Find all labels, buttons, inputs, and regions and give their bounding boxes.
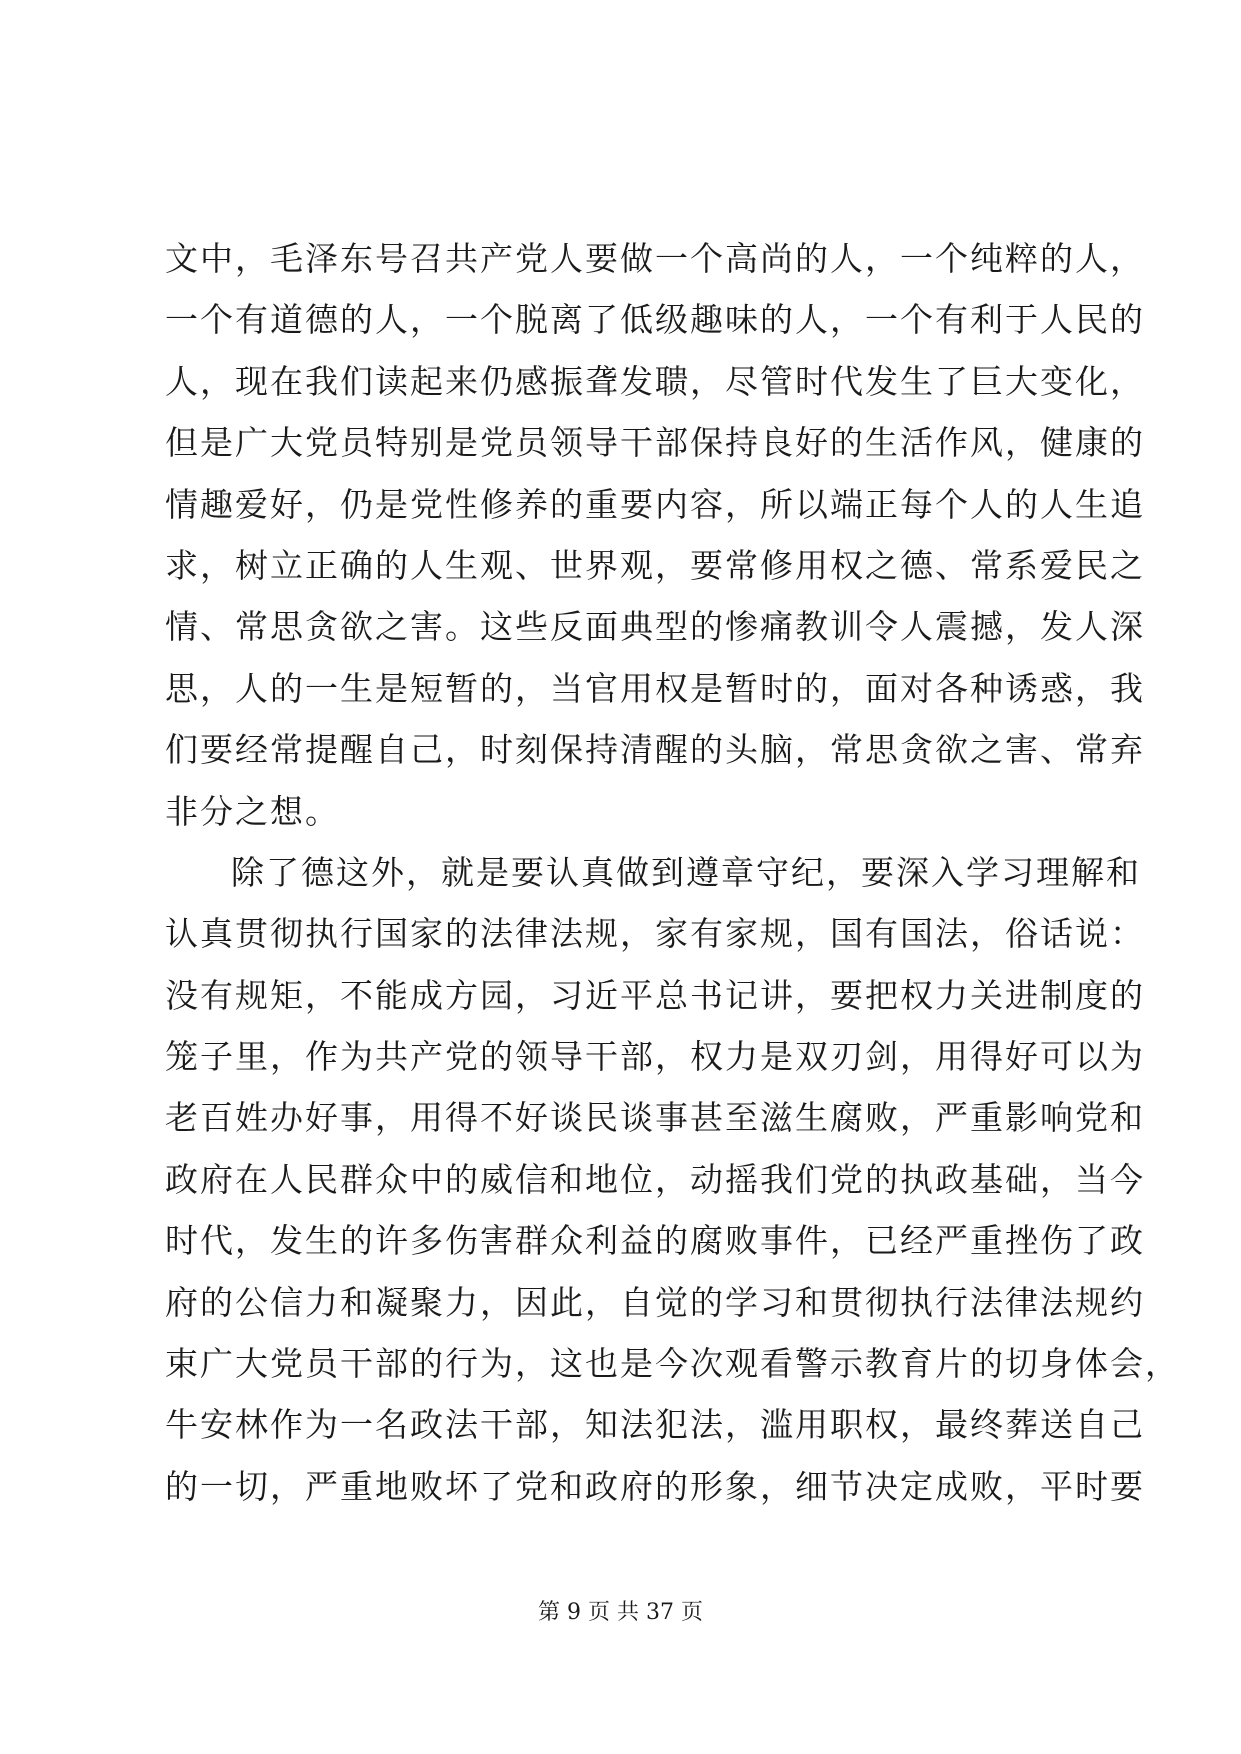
text-line: 笼子里，作为共产党的领导干部，权力是双刃剑，用得好可以为 — [165, 1037, 1145, 1077]
text-line: 文中，毛泽东号召共产党人要做一个高尚的人，一个纯粹的人， — [165, 239, 1145, 278]
text-line: 非分之想。 — [165, 791, 340, 831]
text-line: 政府在人民群众中的威信和地位，动摇我们党的执政基础，当今 — [165, 1159, 1145, 1199]
text-line: 牛安林作为一名政法干部，知法犯法，滥用职权，最终葬送自己 — [165, 1405, 1145, 1445]
text-line: 的一切，严重地败坏了党和政府的形象，细节决定成败，平时要 — [165, 1466, 1145, 1506]
text-line: 一个有道德的人，一个脱离了低级趣味的人，一个有利于人民的 — [165, 300, 1145, 340]
text-line: 情、常思贪欲之害。这些反面典型的惨痛教训令人震撼，发人深 — [165, 607, 1145, 647]
text-line: 束广大党员干部的行为，这也是今次观看警示教育片的切身体会， — [165, 1344, 1180, 1384]
text-line: 认真贯彻执行国家的法律法规，家有家规，国有国法，俗话说： — [165, 914, 1145, 954]
paragraph-first-line: 除了德这外，就是要认真做到遵章守纪，要深入学习理解和 — [231, 852, 1141, 892]
text-line: 情趣爱好，仍是党性修养的重要内容，所以端正每个人的人生追 — [165, 484, 1145, 524]
body-text — [165, 228, 1180, 1517]
text-line: 府的公信力和凝聚力，因此，自觉的学习和贯彻执行法律法规约 — [165, 1282, 1145, 1322]
text-line: 人，现在我们读起来仍感振聋发聩，尽管时代发生了巨大变化， — [165, 361, 1145, 401]
text-line: 但是广大党员特别是党员领导干部保持良好的生活作风，健康的 — [165, 423, 1145, 463]
text-line: 老百姓办好事，用得不好谈民谈事甚至滋生腐败，严重影响党和 — [165, 1098, 1145, 1138]
text-line: 思，人的一生是短暂的，当官用权是暂时的，面对各种诱惑，我 — [165, 668, 1145, 708]
text-line: 们要经常提醒自己，时刻保持清醒的头脑，常思贪欲之害、常弃 — [165, 730, 1145, 770]
page-number-footer: 第 9 页 共 37 页 — [538, 1600, 703, 1625]
text-line: 没有规矩，不能成方园，习近平总书记讲，要把权力关进制度的 — [165, 975, 1145, 1015]
text-line: 求，树立正确的人生观、世界观，要常修用权之德、常系爱民之 — [165, 545, 1145, 585]
text-line: 时代，发生的许多伤害群众利益的腐败事件，已经严重挫伤了政 — [165, 1221, 1145, 1261]
